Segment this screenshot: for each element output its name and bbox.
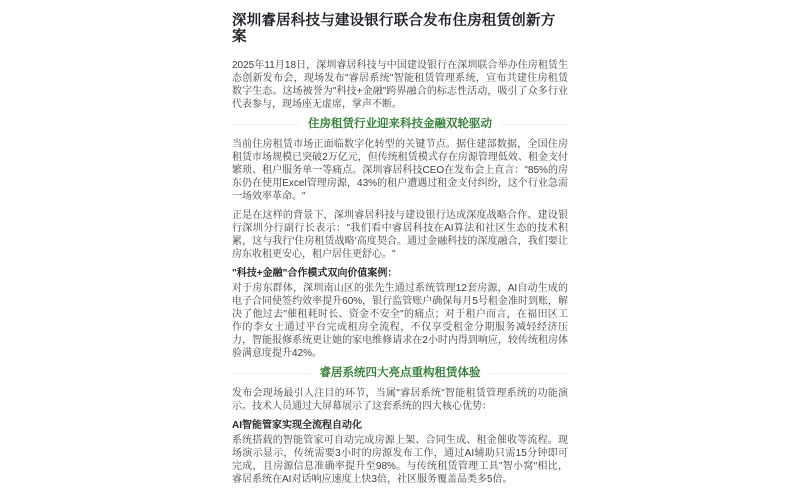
heading-rule-right	[502, 124, 568, 125]
case-study-title: "科技+金融"合作模式双向价值案例：	[232, 268, 398, 279]
system-demo-paragraph: 发布会现场最引人注目的环节，当属"睿居系统"智能租赁管理系统的功能演示。技术人员通过大屏幕展示了这套系统的四大核心优势：	[232, 388, 568, 412]
section-heading-1-text: 住房租赁行业迎来科技金融双轮驱动	[308, 118, 492, 130]
heading-rule-left	[232, 373, 310, 374]
cooperation-paragraph: 正是在这样的背景下，深圳睿居科技与建设银行达成深度战略合作。建设银行深圳分行副行长表示："我们看中睿居科技在AI算法和社区生态的技术积累，这与我行'住房租赁战略'高度契合。通过金融科技的深度融合，我们要让房东收租更安心，租户居住更舒心。"	[232, 210, 568, 260]
heading-rule-right	[491, 373, 569, 374]
feature-subheading: AI智能管家实现全流程自动化	[232, 420, 362, 431]
case-study-paragraph: 对于房东群体，深圳南山区的张先生通过系统管理12套房源，AI自动生成的电子合同使签约效率提升60%，银行监管账户确保每月5号租金准时到账，解决了他过去"催租耗时长、资金不安全"的痛点；对于租户而言，在福田区工作的李女士通过平台完成租房全流程，不仅享受租金分期服务减轻经济压力，智能报修系统更让她的家电维修请求在2小时内得到响应，较传统租房体验满意度提升42%。	[232, 283, 568, 359]
market-status-paragraph: 当前住房租赁市场正面临数字化转型的关键节点。据住建部数据，全国住房租赁市场规模已突破2万亿元，但传统租赁模式存在房源管理低效、租金支付繁琐、租户服务单一等痛点。深圳睿居科技CEO在发布会上直言："85%的房东仍在使用Excel管理房源，43%的租户遭遇过租金支付纠纷，这个行业急需一场效率革命。"	[232, 139, 568, 202]
article-title: 深圳睿居科技与建设银行联合发布住房租赁创新方案	[232, 13, 556, 45]
feature-detail-paragraph: 系统搭载的智能管家可自动完成房源上架、合同生成、租金催收等流程。现场演示显示，传统需要3小时的房源发布工作，通过AI辅助只需15分钟即可完成，且房源信息准确率提升至98%。与传统租赁管理工具"智小窝"相比，睿居系统在AI对话响应速度上快3倍，社区服务覆盖品类多5倍。	[232, 435, 568, 485]
section-heading-1	[232, 117, 568, 132]
heading-rule-left	[232, 124, 298, 125]
section-heading-2	[232, 366, 568, 381]
section-heading-2-text: 睿居系统四大亮点重构租赁体验	[319, 367, 481, 379]
press-release-article	[232, 13, 568, 492]
intro-paragraph: 2025年11月18日，深圳睿居科技与中国建设银行在深圳联合举办住房租赁生态创新发布会，现场发布"睿居系统"智能租赁管理系统，宣布共建住房租赁数字生态。这场被誉为"科技+金融"跨界融合的标志性活动，吸引了众多行业代表参与，现场座无虚席，掌声不断。	[232, 60, 568, 110]
